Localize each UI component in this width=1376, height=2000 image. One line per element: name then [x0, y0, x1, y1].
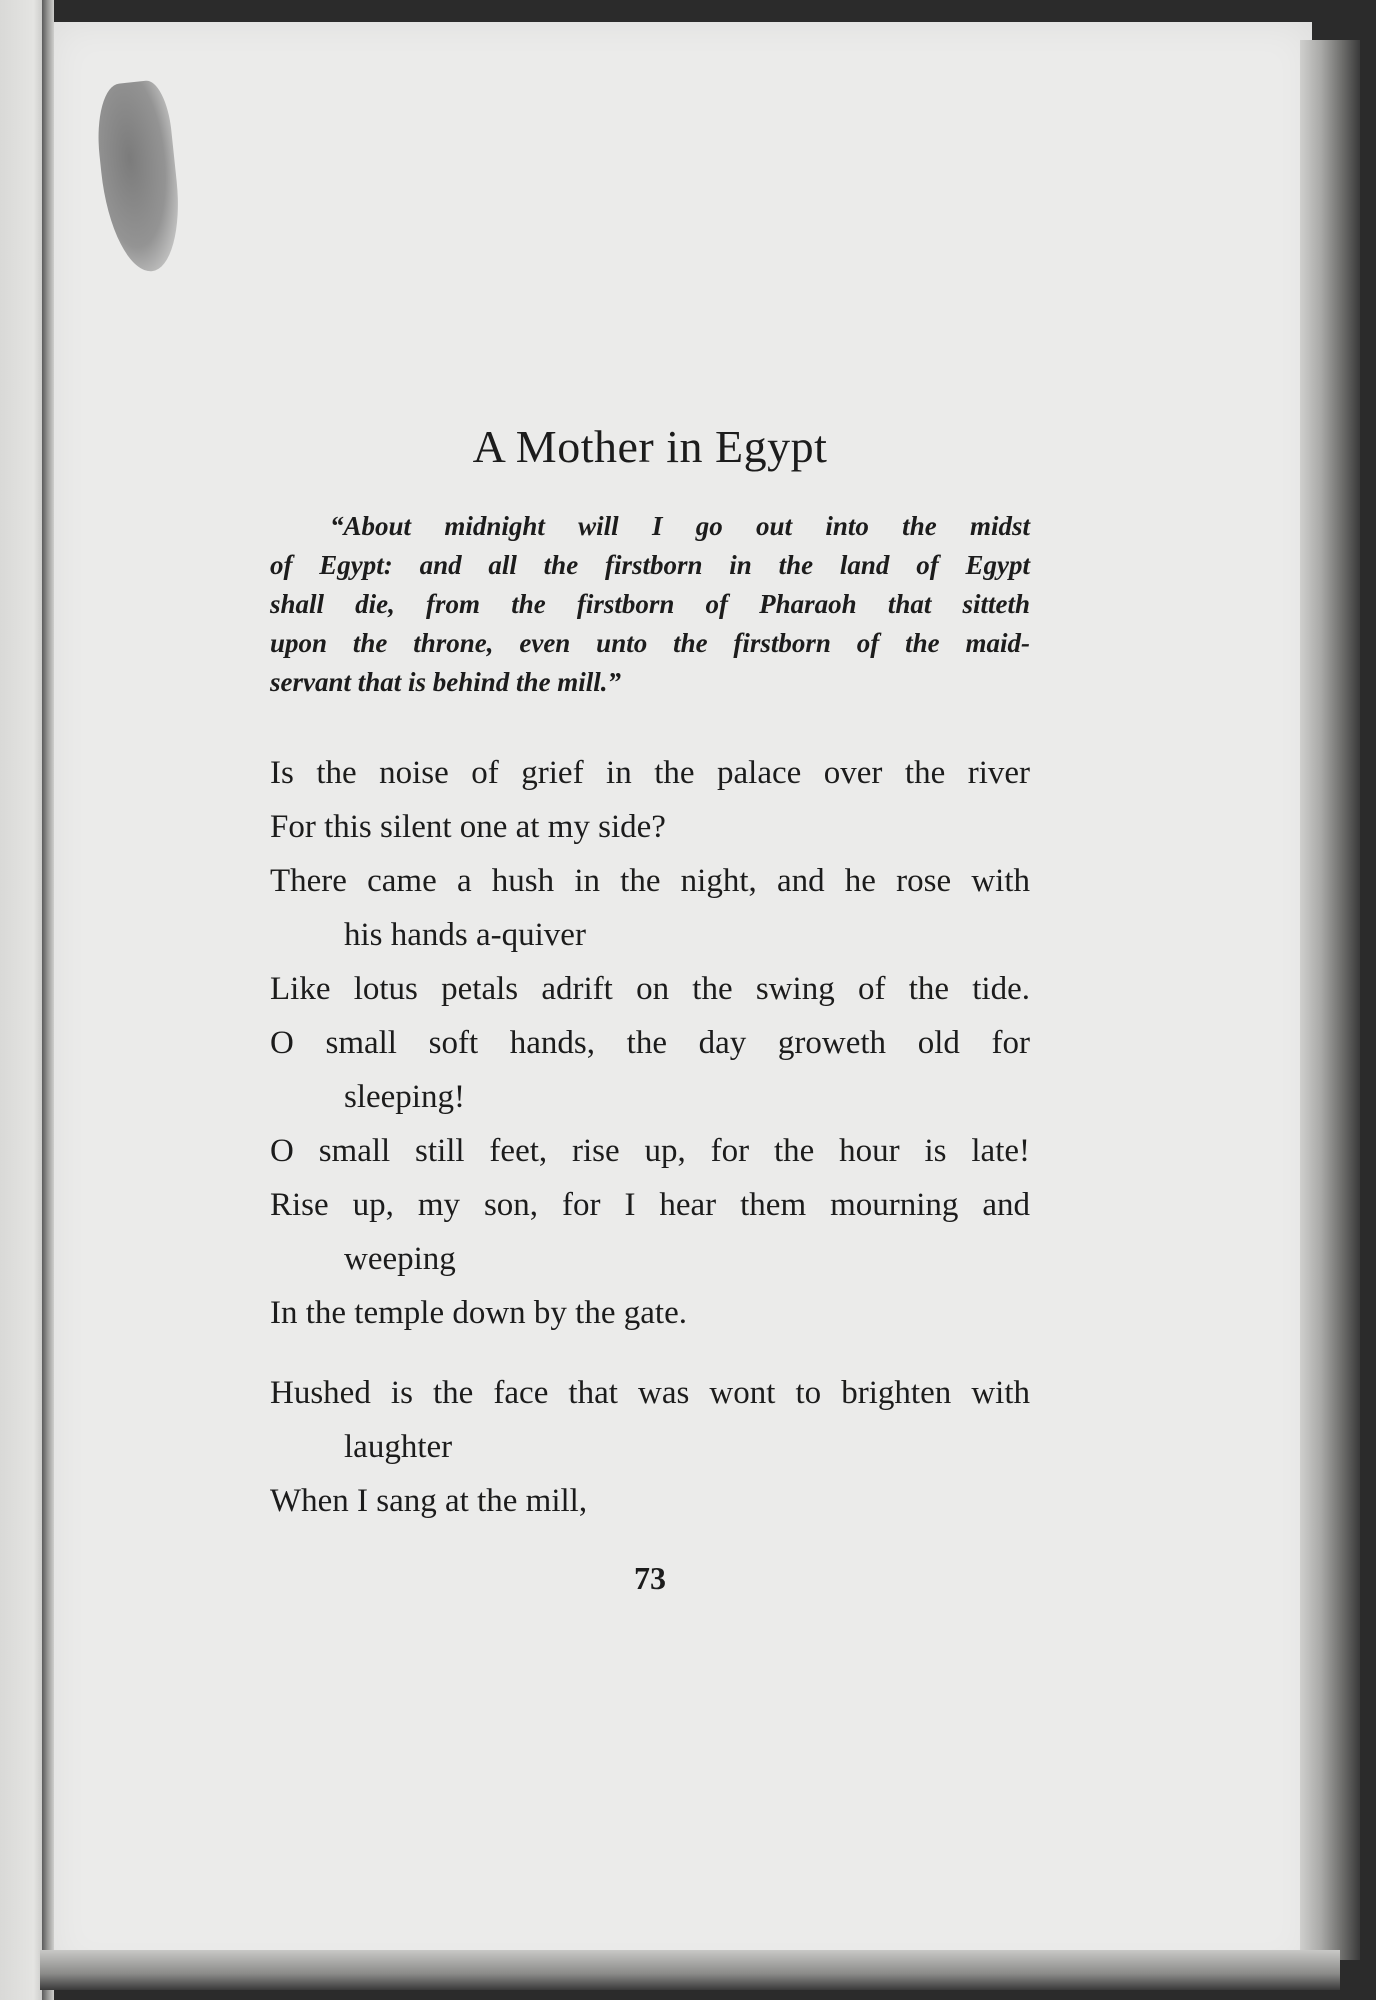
epigraph-line: “About midnight will I go out into the midst: [330, 511, 1030, 541]
poem-line: Hushed is the face that was wont to brighten with: [270, 1375, 1030, 1411]
poem-line-continuation: weeping: [344, 1241, 456, 1277]
poem-line-continuation: sleeping!: [344, 1079, 465, 1115]
page-block-edge: [1300, 40, 1360, 1960]
poem-line: Rise up, my son, for I hear them mourning and: [270, 1187, 1030, 1223]
poem-line: In the temple down by the gate.: [270, 1295, 687, 1331]
page-bottom-edge: [40, 1950, 1340, 1990]
poem-content: [270, 420, 1030, 1596]
epigraph-line: servant that is behind the mill.”: [270, 667, 622, 697]
epigraph: [270, 507, 1030, 702]
poem-line: O small still feet, rise up, for the hour is late!: [270, 1133, 1030, 1169]
poem-line-continuation: laughter: [344, 1429, 453, 1465]
stanza-2: [270, 1366, 1030, 1528]
epigraph-line: upon the throne, even unto the firstborn of the maid-: [270, 628, 1030, 658]
poem-line: For this silent one at my side?: [270, 809, 666, 845]
book-gutter: [42, 0, 54, 2000]
poem-title: A Mother in Egypt: [472, 421, 828, 472]
epigraph-line: shall die, from the firstborn of Pharaoh that sitteth: [270, 589, 1030, 619]
poem-line: Is the noise of grief in the palace over the river: [270, 755, 1030, 791]
poem-line: When I sang at the mill,: [270, 1483, 588, 1519]
poem-line: O small soft hands, the day groweth old for: [270, 1025, 1030, 1061]
stanza-1: [270, 746, 1030, 1340]
poem-line: Like lotus petals adrift on the swing of the tide.: [270, 971, 1030, 1007]
poem-line-continuation: his hands a-quiver: [344, 917, 586, 953]
epigraph-line: of Egypt: and all the firstborn in the land of Egypt: [270, 550, 1030, 580]
poem-line: There came a hush in the night, and he rose with: [270, 863, 1030, 899]
page-number: 73: [634, 1560, 666, 1596]
facing-page-edge: [0, 0, 48, 2000]
